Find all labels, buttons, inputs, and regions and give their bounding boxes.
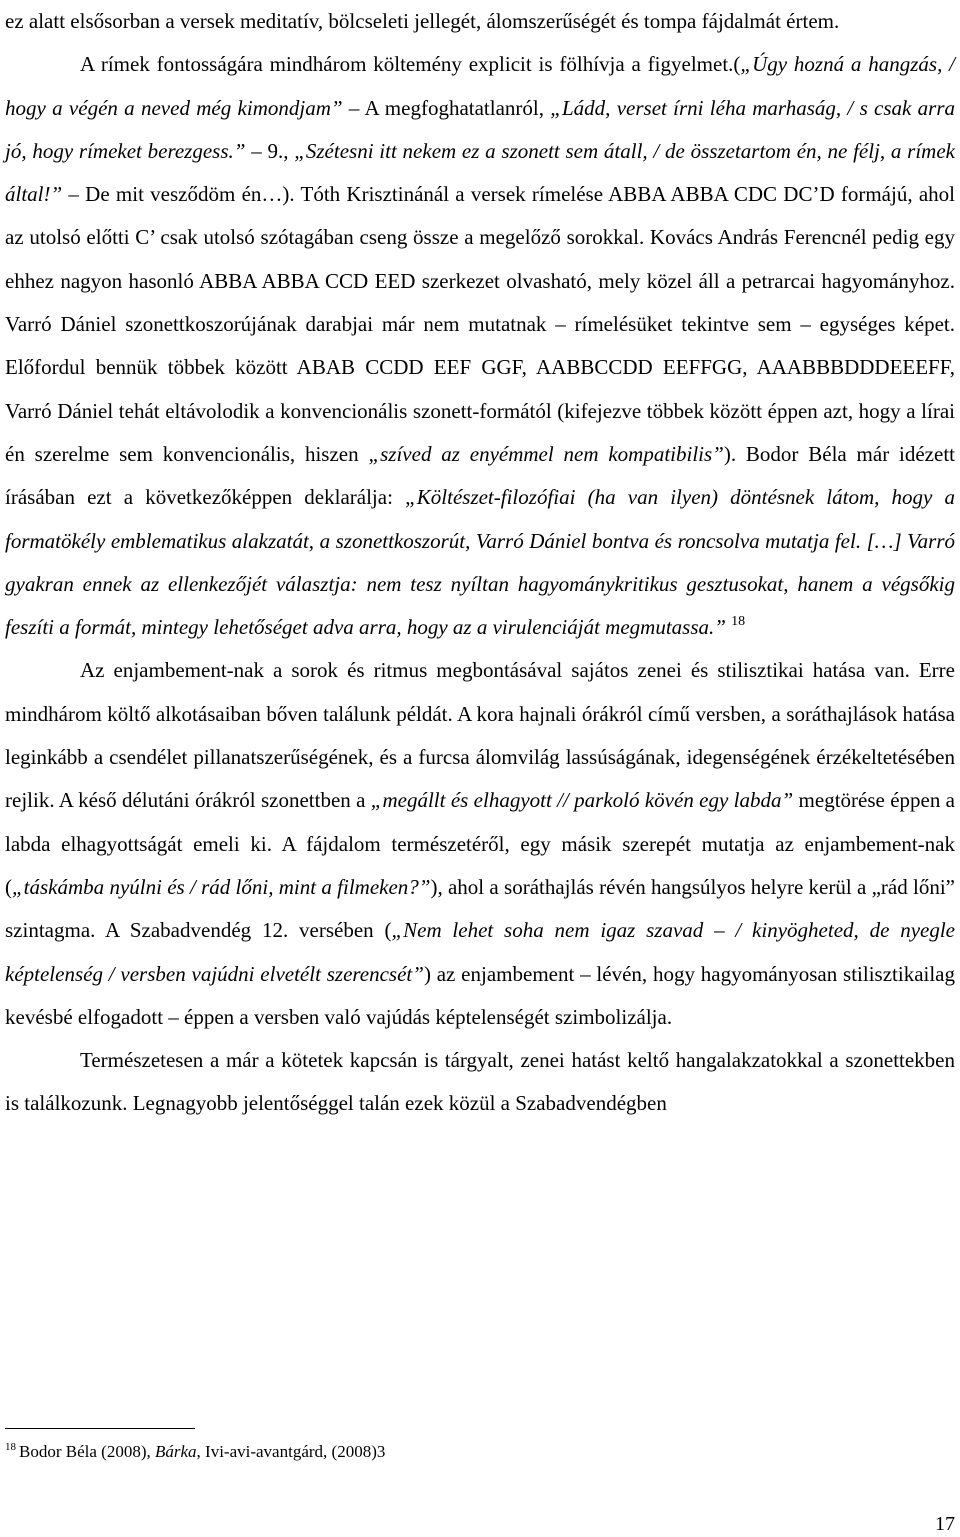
footnote-rest: , Ivi-avi-avantgárd, (2008)3	[196, 1442, 386, 1461]
footnote-reference[interactable]: 18	[731, 614, 746, 630]
quote-italic: „Ládd, verset írni léha marhaság, / s csak arra jó, hogy rímeket berezgess.”	[5, 95, 955, 163]
text-run: Természetesen a már a kötetek kapcsán is tárgyalt, zenei hatást keltő hangalakzatokkal a szonettekben is találkozunk. Legnagyobb jelentőséggel talán ezek közül a Szabadvendégben	[5, 1048, 955, 1116]
quote-italic: „Költészet-filozófiai (ha van ilyen) döntésnek látom, hogy a formatökély emblematikus alakzatát, a szonettkoszorút, Varró Dániel bontva és roncsolva mutatja fel. […] Varró gyakran ennek az ellenkezőjét választja: nem tesz nyíltan hagyománykritikus gesztusokat, hanem a végsőkig feszíti a formát, mintegy lehetőséget adva arra, hogy az a virulenciáját megmutassa.”	[5, 485, 956, 640]
quote-italic: „szíved az enyémmel nem kompatibilis”	[368, 441, 724, 466]
text-run: – 9.,	[245, 138, 295, 163]
quote-italic: „Szétesni itt nekem ez a szonett sem átall, / de összetartom én, ne félj, a rímek által!”	[5, 138, 955, 207]
quote-italic: „Úgy hozná a hangzás, / hogy a végén a neved még kimondjam”	[5, 52, 955, 120]
footnote-number: 18	[5, 1441, 16, 1453]
quote-italic: „táskámba nyúlni és / rád lőni, mint a filmeken?”	[12, 874, 431, 899]
paragraph-rhymes	[5, 43, 955, 649]
text-run: ) az enjambement – lévén, hogy hagyományosan stilisztikailag kevésbé elfogadott – éppen a versben való vajúdás képtelenségét szimbolizálja.	[5, 961, 956, 1029]
text-run: Az enjambement-nak a sorok és ritmus megbontásával sajátos zenei és stilisztikai hatása van. Erre mindhárom költő alkotásaiban bőven találunk példát. A kora hajnali órákról című versben, a soráthajlások hatása leginkább a csendélet pillanatszerűségének, és a furcsa álomvilág lassúságának, idegenségének érzékeltetésében rejlik. A késő délutáni órákról szonettben a	[5, 658, 955, 813]
footnote	[5, 1440, 385, 1464]
body-text	[5, 0, 955, 1126]
text-run: ), ahol a soráthajlás révén hangsúlyos helyre kerül a „rád lőni” szintagma. A Szabadvendég 12. versében (	[5, 874, 955, 943]
quote-italic: „megállt és elhagyott // parkoló kövén egy labda”	[370, 788, 794, 813]
footnote-separator	[5, 1428, 195, 1429]
footnote-author: Bodor Béla (2008),	[19, 1442, 155, 1461]
paragraph-enjambement	[5, 649, 955, 1039]
paragraph-sound-figures	[5, 1039, 955, 1126]
text-run: ez alatt elsősorban a versek meditatív, bölcseleti jellegét, álomszerűségét és tompa fájdalmát értem.	[5, 9, 840, 33]
text-run: ). Bodor Béla már idézett írásában ezt a következőképpen deklarálja:	[5, 441, 955, 510]
text-run: – A megfoghatatlanról,	[342, 95, 551, 120]
paragraph-continuation	[5, 0, 955, 43]
page-number: 17	[935, 1513, 955, 1535]
text-run: – De mit vesződöm én…). Tóth Krisztinánál a versek rímelése ABBA ABBA CDC DC’D formájú, ahol az utolsó előtti C’ csak utolsó szótagában cseng össze a megelőző sorokkal. Kovács András Ferencnél pedig egy ehhez nagyon hasonló ABBA ABBA CCD EED szerkezet olvasható, mely közel áll a petrarcai hagyományhoz. Varró Dániel szonettkoszorújának darabjai már nem mutatnak – rímelésüket tekintve sem – egységes képet. Előfordul bennük többek között ABAB CCDD EEF GGF, AABBCCDD EEFFGG, AAABBBDDDEEEFF, Varró Dániel tehát eltávolodik a konvencionális szonett-formától (kifejezve többek között éppen azt, hogy a lírai én szerelme sem konvencionális, hiszen	[5, 182, 955, 466]
text-run: A rímek fontosságára mindhárom költemény explicit is fölhívja a figyelmet.(	[80, 52, 741, 77]
text-run: megtörése éppen a labda elhagyottságát emeli ki. A fájdalom természetéről, egy másik szerepét mutatja az enjambement-nak (	[5, 788, 956, 899]
footnote-journal: Bárka	[154, 1442, 197, 1461]
quote-italic: „Nem lehet soha nem igaz szavad – / kinyögheted, de nyegle képtelenség / versben vajúdni elvetélt szerencsét”	[5, 918, 955, 986]
